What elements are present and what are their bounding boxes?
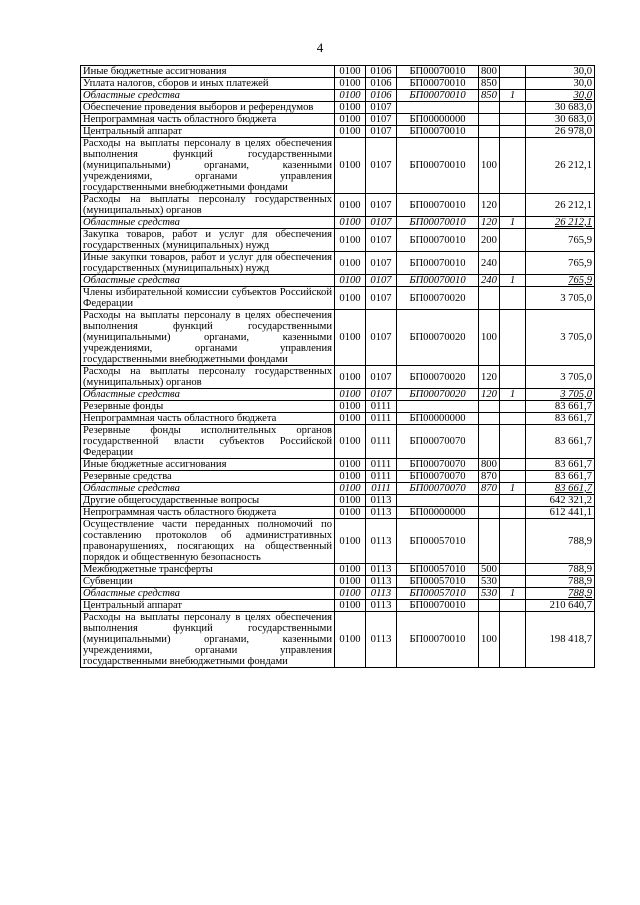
row-funding-source <box>500 102 526 114</box>
row-name: Непрограммная часть областного бюджета <box>81 507 335 519</box>
row-expense-type: 870 <box>479 483 500 495</box>
row-amount: 642 321,2 <box>526 495 595 507</box>
row-subsection-code: 0107 <box>366 229 397 252</box>
row-expense-type <box>479 495 500 507</box>
row-subsection-code: 0113 <box>366 495 397 507</box>
row-section-code: 0100 <box>335 114 366 126</box>
row-name: Непрограммная часть областного бюджета <box>81 413 335 425</box>
row-expense-type: 800 <box>479 66 500 78</box>
row-section-code: 0100 <box>335 66 366 78</box>
row-target-article: БП00070010 <box>397 229 479 252</box>
row-name: Иные бюджетные ассигнования <box>81 459 335 471</box>
table-row <box>81 471 595 483</box>
row-name: Субвенции <box>81 576 335 588</box>
row-expense-type <box>479 401 500 413</box>
row-section-code: 0100 <box>335 90 366 102</box>
row-subsection-code: 0107 <box>366 102 397 114</box>
row-expense-type: 800 <box>479 459 500 471</box>
row-amount: 788,9 <box>526 564 595 576</box>
row-name: Расходы на выплаты персоналу государственных (муниципальных) органов <box>81 194 335 217</box>
row-name: Уплата налогов, сборов и иных платежей <box>81 78 335 90</box>
table-row <box>81 126 595 138</box>
row-subsection-code: 0106 <box>366 66 397 78</box>
row-expense-type <box>479 425 500 459</box>
row-expense-type: 120 <box>479 389 500 401</box>
row-expense-type: 240 <box>479 275 500 287</box>
table-row <box>81 588 595 600</box>
row-expense-type: 850 <box>479 90 500 102</box>
row-section-code: 0100 <box>335 459 366 471</box>
row-name: Закупка товаров, работ и услуг для обеспечения государственных (муниципальных) нужд <box>81 229 335 252</box>
table-row <box>81 66 595 78</box>
table-row <box>81 495 595 507</box>
row-amount: 83 661,7 <box>526 459 595 471</box>
table-row <box>81 217 595 229</box>
row-section-code: 0100 <box>335 102 366 114</box>
table-row <box>81 78 595 90</box>
row-funding-source <box>500 612 526 668</box>
row-amount: 3 705,0 <box>526 389 595 401</box>
row-funding-source <box>500 114 526 126</box>
row-section-code: 0100 <box>335 126 366 138</box>
row-name: Областные средства <box>81 588 335 600</box>
row-funding-source <box>500 78 526 90</box>
row-section-code: 0100 <box>335 425 366 459</box>
row-target-article: БП00057010 <box>397 588 479 600</box>
row-funding-source <box>500 138 526 194</box>
row-funding-source <box>500 194 526 217</box>
table-row <box>81 138 595 194</box>
row-name: Областные средства <box>81 389 335 401</box>
row-expense-type <box>479 102 500 114</box>
row-target-article: БП00070020 <box>397 287 479 310</box>
row-funding-source <box>500 229 526 252</box>
row-expense-type: 100 <box>479 138 500 194</box>
table-row <box>81 564 595 576</box>
row-section-code: 0100 <box>335 564 366 576</box>
table-row <box>81 275 595 287</box>
row-funding-source: 1 <box>500 389 526 401</box>
row-name: Резервные фонды исполнительных органов государственной власти субъектов Российской Федерации <box>81 425 335 459</box>
row-name: Обеспечение проведения выборов и референдумов <box>81 102 335 114</box>
row-amount: 26 212,1 <box>526 194 595 217</box>
row-expense-type: 870 <box>479 471 500 483</box>
row-funding-source <box>500 564 526 576</box>
row-section-code: 0100 <box>335 401 366 413</box>
row-subsection-code: 0111 <box>366 471 397 483</box>
row-funding-source: 1 <box>500 217 526 229</box>
row-target-article: БП00070010 <box>397 90 479 102</box>
table-row <box>81 389 595 401</box>
row-section-code: 0100 <box>335 310 366 366</box>
row-subsection-code: 0107 <box>366 114 397 126</box>
row-subsection-code: 0107 <box>366 389 397 401</box>
row-funding-source <box>500 366 526 389</box>
table-row <box>81 612 595 668</box>
row-subsection-code: 0111 <box>366 401 397 413</box>
row-funding-source <box>500 252 526 275</box>
row-section-code: 0100 <box>335 366 366 389</box>
row-expense-type <box>479 600 500 612</box>
row-name: Резервные средства <box>81 471 335 483</box>
table-row <box>81 483 595 495</box>
row-section-code: 0100 <box>335 588 366 600</box>
row-funding-source <box>500 66 526 78</box>
row-subsection-code: 0106 <box>366 90 397 102</box>
row-amount: 30 683,0 <box>526 102 595 114</box>
row-funding-source <box>500 425 526 459</box>
row-amount: 30,0 <box>526 66 595 78</box>
row-funding-source <box>500 401 526 413</box>
row-funding-source <box>500 310 526 366</box>
row-funding-source: 1 <box>500 588 526 600</box>
row-amount: 765,9 <box>526 275 595 287</box>
row-amount: 788,9 <box>526 519 595 564</box>
row-amount: 198 418,7 <box>526 612 595 668</box>
table-row <box>81 252 595 275</box>
table-row <box>81 401 595 413</box>
table-row <box>81 90 595 102</box>
table-row <box>81 459 595 471</box>
row-funding-source <box>500 287 526 310</box>
row-name: Областные средства <box>81 217 335 229</box>
row-target-article: БП00057010 <box>397 564 479 576</box>
row-expense-type <box>479 507 500 519</box>
row-target-article: БП00070010 <box>397 126 479 138</box>
row-target-article: БП00070010 <box>397 217 479 229</box>
row-target-article: БП00070010 <box>397 600 479 612</box>
row-target-article <box>397 102 479 114</box>
row-section-code: 0100 <box>335 252 366 275</box>
row-name: Центральный аппарат <box>81 600 335 612</box>
row-subsection-code: 0107 <box>366 252 397 275</box>
row-name: Областные средства <box>81 483 335 495</box>
row-target-article: БП00070070 <box>397 459 479 471</box>
row-subsection-code: 0107 <box>366 138 397 194</box>
row-target-article: БП00070020 <box>397 389 479 401</box>
row-name: Расходы на выплаты персоналу в целях обеспечения выполнения функций государственными (муниципальными) органами, казенными учреждениями, органами управления государственными внебюджетными фондами <box>81 138 335 194</box>
row-subsection-code: 0111 <box>366 483 397 495</box>
row-funding-source <box>500 471 526 483</box>
row-target-article: БП00057010 <box>397 519 479 564</box>
row-section-code: 0100 <box>335 413 366 425</box>
row-target-article: БП00070010 <box>397 612 479 668</box>
row-funding-source <box>500 413 526 425</box>
row-amount: 83 661,7 <box>526 425 595 459</box>
row-subsection-code: 0113 <box>366 576 397 588</box>
row-amount: 26 212,1 <box>526 217 595 229</box>
row-expense-type: 120 <box>479 194 500 217</box>
table-row <box>81 507 595 519</box>
row-expense-type: 530 <box>479 588 500 600</box>
row-target-article: БП00070010 <box>397 252 479 275</box>
row-name: Члены избирательной комиссии субъектов Российской Федерации <box>81 287 335 310</box>
row-target-article: БП00070010 <box>397 138 479 194</box>
row-target-article: БП00000000 <box>397 507 479 519</box>
table-row <box>81 366 595 389</box>
row-funding-source <box>500 126 526 138</box>
row-amount: 83 661,7 <box>526 413 595 425</box>
row-funding-source: 1 <box>500 275 526 287</box>
row-section-code: 0100 <box>335 389 366 401</box>
table-row <box>81 102 595 114</box>
row-section-code: 0100 <box>335 138 366 194</box>
row-target-article <box>397 401 479 413</box>
row-amount: 612 441,1 <box>526 507 595 519</box>
row-name: Областные средства <box>81 275 335 287</box>
row-funding-source <box>500 600 526 612</box>
table-row <box>81 425 595 459</box>
row-subsection-code: 0107 <box>366 194 397 217</box>
row-target-article: БП00070070 <box>397 471 479 483</box>
row-amount: 30,0 <box>526 78 595 90</box>
row-subsection-code: 0106 <box>366 78 397 90</box>
row-funding-source <box>500 576 526 588</box>
row-target-article: БП00000000 <box>397 114 479 126</box>
table-row <box>81 310 595 366</box>
row-section-code: 0100 <box>335 576 366 588</box>
row-subsection-code: 0107 <box>366 310 397 366</box>
row-expense-type <box>479 287 500 310</box>
row-target-article: БП00070070 <box>397 483 479 495</box>
row-name: Непрограммная часть областного бюджета <box>81 114 335 126</box>
row-name: Иные бюджетные ассигнования <box>81 66 335 78</box>
row-expense-type <box>479 519 500 564</box>
row-target-article <box>397 495 479 507</box>
row-amount: 30,0 <box>526 90 595 102</box>
row-expense-type: 120 <box>479 366 500 389</box>
row-amount: 3 705,0 <box>526 287 595 310</box>
row-subsection-code: 0113 <box>366 588 397 600</box>
row-subsection-code: 0113 <box>366 507 397 519</box>
row-subsection-code: 0111 <box>366 459 397 471</box>
row-subsection-code: 0113 <box>366 612 397 668</box>
row-target-article: БП00070010 <box>397 78 479 90</box>
row-target-article: БП00070020 <box>397 310 479 366</box>
row-expense-type <box>479 126 500 138</box>
page-number: 4 <box>316 40 324 55</box>
row-target-article: БП00057010 <box>397 576 479 588</box>
row-amount: 83 661,7 <box>526 483 595 495</box>
table-row <box>81 229 595 252</box>
row-funding-source <box>500 507 526 519</box>
row-subsection-code: 0113 <box>366 600 397 612</box>
row-amount: 26 212,1 <box>526 138 595 194</box>
row-name: Расходы на выплаты персоналу в целях обеспечения выполнения функций государственными (муниципальными) органами, казенными учреждениями, органами управления государственными внебюджетными фондами <box>81 612 335 668</box>
row-subsection-code: 0113 <box>366 564 397 576</box>
row-amount: 765,9 <box>526 229 595 252</box>
row-expense-type: 530 <box>479 576 500 588</box>
row-funding-source <box>500 519 526 564</box>
row-section-code: 0100 <box>335 287 366 310</box>
row-amount: 26 978,0 <box>526 126 595 138</box>
row-expense-type: 500 <box>479 564 500 576</box>
row-name: Осуществление части переданных полномочий по составлению протоколов об административных правонарушениях, посягающих на общественный порядок и общественную безопасность <box>81 519 335 564</box>
row-subsection-code: 0107 <box>366 366 397 389</box>
row-expense-type: 100 <box>479 612 500 668</box>
row-section-code: 0100 <box>335 495 366 507</box>
row-name: Областные средства <box>81 90 335 102</box>
budget-table <box>80 65 595 668</box>
row-target-article: БП00070010 <box>397 66 479 78</box>
row-section-code: 0100 <box>335 275 366 287</box>
row-amount: 30 683,0 <box>526 114 595 126</box>
table-row <box>81 287 595 310</box>
row-expense-type <box>479 413 500 425</box>
row-name: Иные закупки товаров, работ и услуг для обеспечения государственных (муниципальных) нужд <box>81 252 335 275</box>
row-expense-type: 200 <box>479 229 500 252</box>
row-section-code: 0100 <box>335 507 366 519</box>
row-name: Расходы на выплаты персоналу в целях обеспечения выполнения функций государственными (муниципальными) органами, казенными учреждениями, органами управления государственными внебюджетными фондами <box>81 310 335 366</box>
table-row <box>81 413 595 425</box>
row-target-article: БП00000000 <box>397 413 479 425</box>
row-funding-source <box>500 495 526 507</box>
row-section-code: 0100 <box>335 600 366 612</box>
row-expense-type <box>479 114 500 126</box>
row-expense-type: 100 <box>479 310 500 366</box>
row-section-code: 0100 <box>335 229 366 252</box>
row-name: Резервные фонды <box>81 401 335 413</box>
row-section-code: 0100 <box>335 612 366 668</box>
row-amount: 210 640,7 <box>526 600 595 612</box>
row-target-article: БП00070020 <box>397 366 479 389</box>
row-name: Межбюджетные трансферты <box>81 564 335 576</box>
row-expense-type: 120 <box>479 217 500 229</box>
row-amount: 788,9 <box>526 588 595 600</box>
row-expense-type: 850 <box>479 78 500 90</box>
row-subsection-code: 0107 <box>366 126 397 138</box>
row-section-code: 0100 <box>335 483 366 495</box>
row-subsection-code: 0111 <box>366 413 397 425</box>
row-target-article: БП00070010 <box>397 194 479 217</box>
row-amount: 3 705,0 <box>526 310 595 366</box>
row-amount: 765,9 <box>526 252 595 275</box>
row-subsection-code: 0107 <box>366 287 397 310</box>
row-amount: 788,9 <box>526 576 595 588</box>
row-section-code: 0100 <box>335 471 366 483</box>
table-row <box>81 519 595 564</box>
row-name: Расходы на выплаты персоналу государственных (муниципальных) органов <box>81 366 335 389</box>
row-target-article: БП00070070 <box>397 425 479 459</box>
row-subsection-code: 0111 <box>366 425 397 459</box>
row-expense-type: 240 <box>479 252 500 275</box>
table-row <box>81 576 595 588</box>
row-funding-source <box>500 459 526 471</box>
table-row <box>81 194 595 217</box>
row-target-article: БП00070010 <box>397 275 479 287</box>
row-amount: 83 661,7 <box>526 401 595 413</box>
table-row <box>81 114 595 126</box>
row-section-code: 0100 <box>335 194 366 217</box>
budget-table-body <box>81 66 595 668</box>
row-section-code: 0100 <box>335 519 366 564</box>
row-subsection-code: 0107 <box>366 275 397 287</box>
row-funding-source: 1 <box>500 483 526 495</box>
row-subsection-code: 0107 <box>366 217 397 229</box>
row-subsection-code: 0113 <box>366 519 397 564</box>
row-section-code: 0100 <box>335 78 366 90</box>
row-funding-source: 1 <box>500 90 526 102</box>
row-section-code: 0100 <box>335 217 366 229</box>
row-name: Центральный аппарат <box>81 126 335 138</box>
row-amount: 83 661,7 <box>526 471 595 483</box>
row-name: Другие общегосударственные вопросы <box>81 495 335 507</box>
table-row <box>81 600 595 612</box>
row-amount: 3 705,0 <box>526 366 595 389</box>
